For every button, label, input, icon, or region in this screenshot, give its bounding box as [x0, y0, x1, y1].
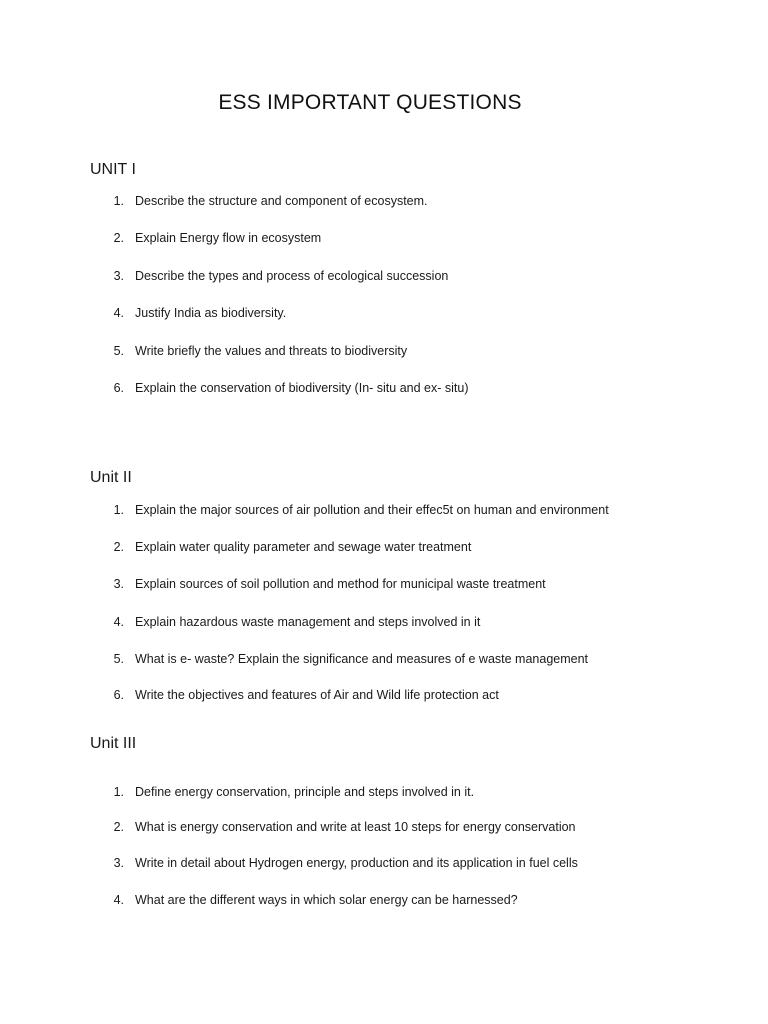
question-number: 2.: [113, 231, 124, 245]
question-text: Write briefly the values and threats to biodiversity: [135, 344, 408, 358]
question-number: 5.: [113, 344, 124, 358]
question-number: 1.: [113, 503, 124, 517]
question-text: Describe the types and process of ecological succession: [135, 269, 449, 283]
question-number: 6.: [113, 688, 124, 702]
question-number: 2.: [113, 540, 124, 554]
question-text: Explain water quality parameter and sewage water treatment: [135, 540, 472, 554]
question-text: What is energy conservation and write at least 10 steps for energy conservation: [135, 820, 576, 834]
question-text: Explain the conservation of biodiversity (In- situ and ex- situ): [135, 381, 469, 395]
question-number: 4.: [113, 615, 124, 629]
question-number: 1.: [113, 785, 124, 799]
question-number: 4.: [113, 306, 124, 320]
page-title: ESS IMPORTANT QUESTIONS: [218, 91, 522, 114]
question-number: 4.: [113, 893, 124, 907]
question-number: 2.: [113, 820, 124, 834]
question-number: 3.: [113, 269, 124, 283]
question-number: 1.: [113, 194, 124, 208]
unit-heading-2: Unit II: [90, 469, 132, 486]
question-text: Describe the structure and component of ecosystem.: [135, 194, 428, 208]
question-text: Write in detail about Hydrogen energy, production and its application in fuel cells: [135, 856, 578, 870]
question-number: 3.: [113, 577, 124, 591]
question-text: Explain sources of soil pollution and method for municipal waste treatment: [135, 577, 546, 591]
question-text: Explain Energy flow in ecosystem: [135, 231, 322, 245]
question-text: Define energy conservation, principle and steps involved in it.: [135, 785, 475, 799]
question-text: Write the objectives and features of Air and Wild life protection act: [135, 688, 499, 702]
question-number: 3.: [113, 856, 124, 870]
question-text: What is e- waste? Explain the significance and measures of e waste management: [135, 652, 589, 666]
question-text: Explain the major sources of air pollution and their effec5t on human and environment: [135, 503, 609, 517]
question-text: What are the different ways in which solar energy can be harnessed?: [135, 893, 518, 907]
question-text: Justify India as biodiversity.: [135, 306, 287, 320]
question-number: 5.: [113, 652, 124, 666]
question-text: Explain hazardous waste management and steps involved in it: [135, 615, 481, 629]
unit-heading-1: UNIT I: [90, 161, 136, 178]
question-number: 6.: [113, 381, 124, 395]
unit-heading-3: Unit III: [90, 735, 137, 752]
